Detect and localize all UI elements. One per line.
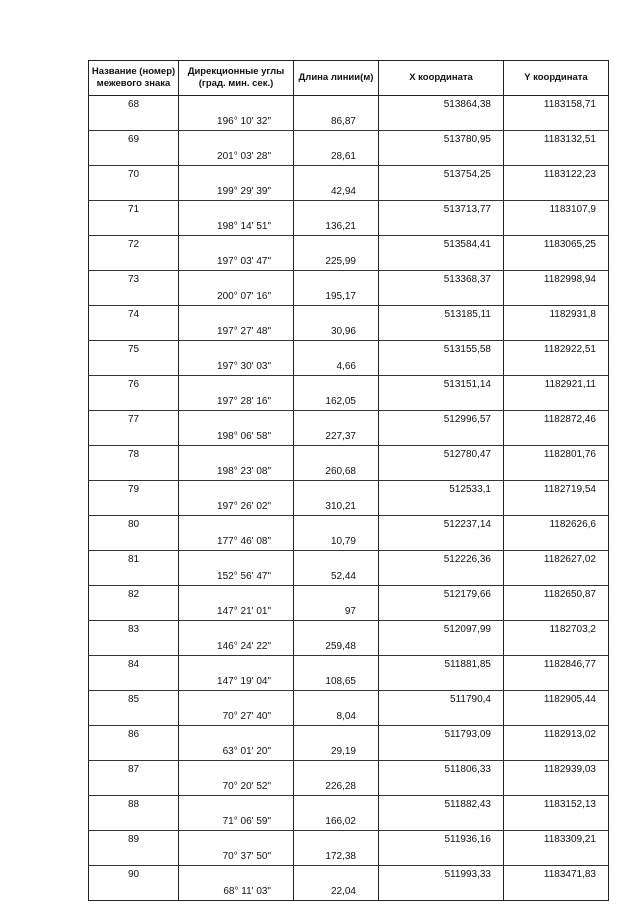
y-coordinate: 1182626,6	[504, 516, 609, 534]
empty-cell	[89, 848, 179, 866]
y-coordinate: 1183107,9	[504, 201, 609, 219]
direction-angle: 71° 06' 59"	[179, 813, 294, 831]
empty-cell	[294, 831, 379, 849]
point-name: 68	[89, 96, 179, 114]
empty-cell	[504, 533, 609, 551]
empty-cell	[89, 533, 179, 551]
empty-cell	[294, 341, 379, 359]
empty-cell	[179, 306, 294, 324]
direction-angle: 63° 01' 20"	[179, 743, 294, 761]
empty-cell	[179, 131, 294, 149]
empty-cell	[379, 638, 504, 656]
x-coordinate: 512533,1	[379, 481, 504, 499]
empty-cell	[379, 148, 504, 166]
empty-cell	[179, 376, 294, 394]
x-coordinate: 511936,16	[379, 831, 504, 849]
x-coordinate: 511993,33	[379, 866, 504, 884]
x-coordinate: 512996,57	[379, 411, 504, 429]
point-name: 70	[89, 166, 179, 184]
y-coordinate: 1182872,46	[504, 411, 609, 429]
point-name: 71	[89, 201, 179, 219]
y-coordinate: 1182998,94	[504, 271, 609, 289]
table-row	[89, 761, 609, 779]
table-row	[89, 603, 609, 621]
table-row	[89, 131, 609, 149]
table-row	[89, 271, 609, 289]
table-row	[89, 288, 609, 306]
empty-cell	[379, 568, 504, 586]
y-coordinate: 1182931,8	[504, 306, 609, 324]
empty-cell	[179, 551, 294, 569]
direction-angle: 200° 07' 16"	[179, 288, 294, 306]
table-row	[89, 113, 609, 131]
empty-cell	[89, 183, 179, 201]
empty-cell	[379, 253, 504, 271]
empty-cell	[504, 568, 609, 586]
empty-cell	[504, 498, 609, 516]
empty-cell	[379, 848, 504, 866]
y-coordinate: 1183152,13	[504, 796, 609, 814]
line-length: 136,21	[294, 218, 379, 236]
empty-cell	[379, 288, 504, 306]
line-length: 108,65	[294, 673, 379, 691]
empty-cell	[504, 673, 609, 691]
empty-cell	[504, 253, 609, 271]
empty-cell	[294, 166, 379, 184]
table-row	[89, 481, 609, 499]
x-coordinate: 513780,95	[379, 131, 504, 149]
direction-angle: 70° 20' 52"	[179, 778, 294, 796]
point-name: 75	[89, 341, 179, 359]
empty-cell	[179, 96, 294, 114]
table-row	[89, 428, 609, 446]
table-row	[89, 638, 609, 656]
table-row	[89, 691, 609, 709]
empty-cell	[179, 236, 294, 254]
point-name: 81	[89, 551, 179, 569]
header-length: Длина линии(м)	[294, 61, 379, 96]
empty-cell	[89, 498, 179, 516]
empty-cell	[179, 656, 294, 674]
empty-cell	[294, 376, 379, 394]
point-name: 84	[89, 656, 179, 674]
x-coordinate: 513185,11	[379, 306, 504, 324]
table-row	[89, 516, 609, 534]
y-coordinate: 1182922,51	[504, 341, 609, 359]
empty-cell	[89, 148, 179, 166]
empty-cell	[504, 778, 609, 796]
y-coordinate: 1182703,2	[504, 621, 609, 639]
header-name: Название (номер) межевого знака	[89, 61, 179, 96]
direction-angle: 197° 27' 48"	[179, 323, 294, 341]
empty-cell	[504, 218, 609, 236]
direction-angle: 197° 03' 47"	[179, 253, 294, 271]
table-row	[89, 463, 609, 481]
x-coordinate: 513584,41	[379, 236, 504, 254]
direction-angle: 198° 23' 08"	[179, 463, 294, 481]
line-length: 162,05	[294, 393, 379, 411]
line-length: 28,61	[294, 148, 379, 166]
empty-cell	[179, 621, 294, 639]
y-coordinate: 1183122,23	[504, 166, 609, 184]
header-angle: Дирекционные углы (град. мин. сек.)	[179, 61, 294, 96]
empty-cell	[294, 446, 379, 464]
point-name: 78	[89, 446, 179, 464]
empty-cell	[379, 533, 504, 551]
x-coordinate: 511790,4	[379, 691, 504, 709]
table-row	[89, 796, 609, 814]
x-coordinate: 513155,58	[379, 341, 504, 359]
empty-cell	[179, 796, 294, 814]
point-name: 80	[89, 516, 179, 534]
line-length: 8,04	[294, 708, 379, 726]
empty-cell	[379, 778, 504, 796]
table-row	[89, 848, 609, 866]
empty-cell	[179, 446, 294, 464]
table-row	[89, 253, 609, 271]
y-coordinate: 1183158,71	[504, 96, 609, 114]
y-coordinate: 1182650,87	[504, 586, 609, 604]
line-length: 225,99	[294, 253, 379, 271]
line-length: 42,94	[294, 183, 379, 201]
direction-angle: 152° 56' 47"	[179, 568, 294, 586]
table-row	[89, 376, 609, 394]
empty-cell	[294, 761, 379, 779]
empty-cell	[379, 708, 504, 726]
table-row	[89, 446, 609, 464]
table-body	[89, 96, 609, 901]
empty-cell	[89, 288, 179, 306]
table-row	[89, 236, 609, 254]
x-coordinate: 512097,99	[379, 621, 504, 639]
empty-cell	[504, 113, 609, 131]
empty-cell	[504, 463, 609, 481]
empty-cell	[179, 866, 294, 884]
direction-angle: 201° 03' 28"	[179, 148, 294, 166]
table-row	[89, 656, 609, 674]
table-row	[89, 866, 609, 884]
empty-cell	[294, 726, 379, 744]
direction-angle: 70° 27' 40"	[179, 708, 294, 726]
table-row	[89, 778, 609, 796]
empty-cell	[379, 428, 504, 446]
table-row	[89, 393, 609, 411]
x-coordinate: 511881,85	[379, 656, 504, 674]
empty-cell	[294, 656, 379, 674]
x-coordinate: 512780,47	[379, 446, 504, 464]
empty-cell	[379, 323, 504, 341]
empty-cell	[294, 691, 379, 709]
empty-cell	[294, 271, 379, 289]
empty-cell	[89, 568, 179, 586]
table-row	[89, 166, 609, 184]
line-length: 195,17	[294, 288, 379, 306]
empty-cell	[294, 201, 379, 219]
empty-cell	[89, 218, 179, 236]
y-coordinate: 1183132,51	[504, 131, 609, 149]
table-row	[89, 358, 609, 376]
table-row	[89, 306, 609, 324]
line-length: 172,38	[294, 848, 379, 866]
empty-cell	[379, 113, 504, 131]
empty-cell	[504, 358, 609, 376]
empty-cell	[504, 393, 609, 411]
table-row	[89, 533, 609, 551]
header-x: X координата	[379, 61, 504, 96]
empty-cell	[379, 498, 504, 516]
empty-cell	[179, 201, 294, 219]
empty-cell	[379, 813, 504, 831]
y-coordinate: 1182846,77	[504, 656, 609, 674]
empty-cell	[504, 848, 609, 866]
empty-cell	[89, 743, 179, 761]
table-row	[89, 218, 609, 236]
empty-cell	[89, 428, 179, 446]
empty-cell	[504, 183, 609, 201]
table-row	[89, 743, 609, 761]
empty-cell	[179, 166, 294, 184]
empty-cell	[504, 603, 609, 621]
y-coordinate: 1182627,02	[504, 551, 609, 569]
y-coordinate: 1182921,11	[504, 376, 609, 394]
line-length: 226,28	[294, 778, 379, 796]
empty-cell	[379, 183, 504, 201]
empty-cell	[294, 551, 379, 569]
direction-angle: 147° 21' 01"	[179, 603, 294, 621]
point-name: 88	[89, 796, 179, 814]
empty-cell	[179, 411, 294, 429]
point-name: 72	[89, 236, 179, 254]
empty-cell	[504, 428, 609, 446]
empty-cell	[89, 323, 179, 341]
empty-cell	[179, 481, 294, 499]
direction-angle: 198° 06' 58"	[179, 428, 294, 446]
x-coordinate: 513754,25	[379, 166, 504, 184]
table-header	[89, 61, 609, 96]
direction-angle: 197° 26' 02"	[179, 498, 294, 516]
empty-cell	[504, 883, 609, 901]
empty-cell	[294, 621, 379, 639]
empty-cell	[379, 218, 504, 236]
empty-cell	[379, 673, 504, 691]
direction-angle: 177° 46' 08"	[179, 533, 294, 551]
y-coordinate: 1183065,25	[504, 236, 609, 254]
table-row	[89, 551, 609, 569]
direction-angle: 196° 10' 32"	[179, 113, 294, 131]
empty-cell	[504, 323, 609, 341]
point-name: 82	[89, 586, 179, 604]
empty-cell	[504, 743, 609, 761]
empty-cell	[294, 236, 379, 254]
point-name: 86	[89, 726, 179, 744]
empty-cell	[379, 393, 504, 411]
empty-cell	[504, 288, 609, 306]
table-row	[89, 148, 609, 166]
point-name: 76	[89, 376, 179, 394]
point-name: 89	[89, 831, 179, 849]
direction-angle: 146° 24' 22"	[179, 638, 294, 656]
empty-cell	[179, 271, 294, 289]
point-name: 73	[89, 271, 179, 289]
point-name: 74	[89, 306, 179, 324]
empty-cell	[89, 463, 179, 481]
line-length: 260,68	[294, 463, 379, 481]
empty-cell	[89, 358, 179, 376]
empty-cell	[379, 743, 504, 761]
empty-cell	[89, 813, 179, 831]
empty-cell	[379, 358, 504, 376]
x-coordinate: 513151,14	[379, 376, 504, 394]
empty-cell	[179, 691, 294, 709]
point-name: 87	[89, 761, 179, 779]
x-coordinate: 511806,33	[379, 761, 504, 779]
y-coordinate: 1182719,54	[504, 481, 609, 499]
table-row	[89, 726, 609, 744]
y-coordinate: 1182905,44	[504, 691, 609, 709]
x-coordinate: 512226,36	[379, 551, 504, 569]
y-coordinate: 1183471,83	[504, 866, 609, 884]
line-length: 4,66	[294, 358, 379, 376]
empty-cell	[89, 603, 179, 621]
empty-cell	[294, 516, 379, 534]
empty-cell	[504, 708, 609, 726]
direction-angle: 68° 11' 03"	[179, 883, 294, 901]
empty-cell	[179, 761, 294, 779]
empty-cell	[294, 481, 379, 499]
table-row	[89, 621, 609, 639]
empty-cell	[89, 778, 179, 796]
line-length: 166,02	[294, 813, 379, 831]
line-length: 30,96	[294, 323, 379, 341]
empty-cell	[179, 516, 294, 534]
point-name: 90	[89, 866, 179, 884]
table-row	[89, 673, 609, 691]
point-name: 85	[89, 691, 179, 709]
empty-cell	[379, 603, 504, 621]
line-length: 310,21	[294, 498, 379, 516]
point-name: 79	[89, 481, 179, 499]
table-row	[89, 883, 609, 901]
empty-cell	[294, 96, 379, 114]
line-length: 97	[294, 603, 379, 621]
table-row	[89, 341, 609, 359]
table-row	[89, 831, 609, 849]
point-name: 83	[89, 621, 179, 639]
table-row	[89, 586, 609, 604]
direction-angle: 198° 14' 51"	[179, 218, 294, 236]
y-coordinate: 1182801,76	[504, 446, 609, 464]
table-row	[89, 813, 609, 831]
table-row	[89, 708, 609, 726]
empty-cell	[179, 586, 294, 604]
x-coordinate: 511882,43	[379, 796, 504, 814]
table-row	[89, 323, 609, 341]
empty-cell	[179, 831, 294, 849]
empty-cell	[504, 813, 609, 831]
line-length: 22,04	[294, 883, 379, 901]
empty-cell	[179, 726, 294, 744]
line-length: 259,48	[294, 638, 379, 656]
line-length: 227,37	[294, 428, 379, 446]
empty-cell	[504, 148, 609, 166]
empty-cell	[89, 393, 179, 411]
empty-cell	[294, 411, 379, 429]
direction-angle: 197° 28' 16"	[179, 393, 294, 411]
empty-cell	[89, 673, 179, 691]
x-coordinate: 513713,77	[379, 201, 504, 219]
table-row	[89, 498, 609, 516]
empty-cell	[504, 638, 609, 656]
line-length: 29,19	[294, 743, 379, 761]
table-row	[89, 568, 609, 586]
empty-cell	[294, 586, 379, 604]
empty-cell	[379, 463, 504, 481]
line-length: 86,87	[294, 113, 379, 131]
y-coordinate: 1182939,03	[504, 761, 609, 779]
table-row	[89, 96, 609, 114]
table-row	[89, 411, 609, 429]
empty-cell	[294, 866, 379, 884]
direction-angle: 197° 30' 03"	[179, 358, 294, 376]
y-coordinate: 1182913,02	[504, 726, 609, 744]
x-coordinate: 511793,09	[379, 726, 504, 744]
empty-cell	[89, 253, 179, 271]
empty-cell	[89, 708, 179, 726]
table-row	[89, 183, 609, 201]
empty-cell	[89, 883, 179, 901]
x-coordinate: 513368,37	[379, 271, 504, 289]
line-length: 52,44	[294, 568, 379, 586]
direction-angle: 70° 37' 50"	[179, 848, 294, 866]
point-name: 69	[89, 131, 179, 149]
direction-angle: 147° 19' 04"	[179, 673, 294, 691]
x-coordinate: 513864,38	[379, 96, 504, 114]
boundary-coordinates-sheet	[88, 60, 608, 901]
line-length: 10,79	[294, 533, 379, 551]
x-coordinate: 512179,66	[379, 586, 504, 604]
empty-cell	[294, 796, 379, 814]
empty-cell	[179, 341, 294, 359]
x-coordinate: 512237,14	[379, 516, 504, 534]
empty-cell	[89, 638, 179, 656]
header-y: Y координата	[504, 61, 609, 96]
y-coordinate: 1183309,21	[504, 831, 609, 849]
coordinates-table	[88, 60, 609, 901]
empty-cell	[294, 306, 379, 324]
empty-cell	[89, 113, 179, 131]
point-name: 77	[89, 411, 179, 429]
direction-angle: 199° 29' 39"	[179, 183, 294, 201]
empty-cell	[379, 883, 504, 901]
table-row	[89, 201, 609, 219]
empty-cell	[294, 131, 379, 149]
